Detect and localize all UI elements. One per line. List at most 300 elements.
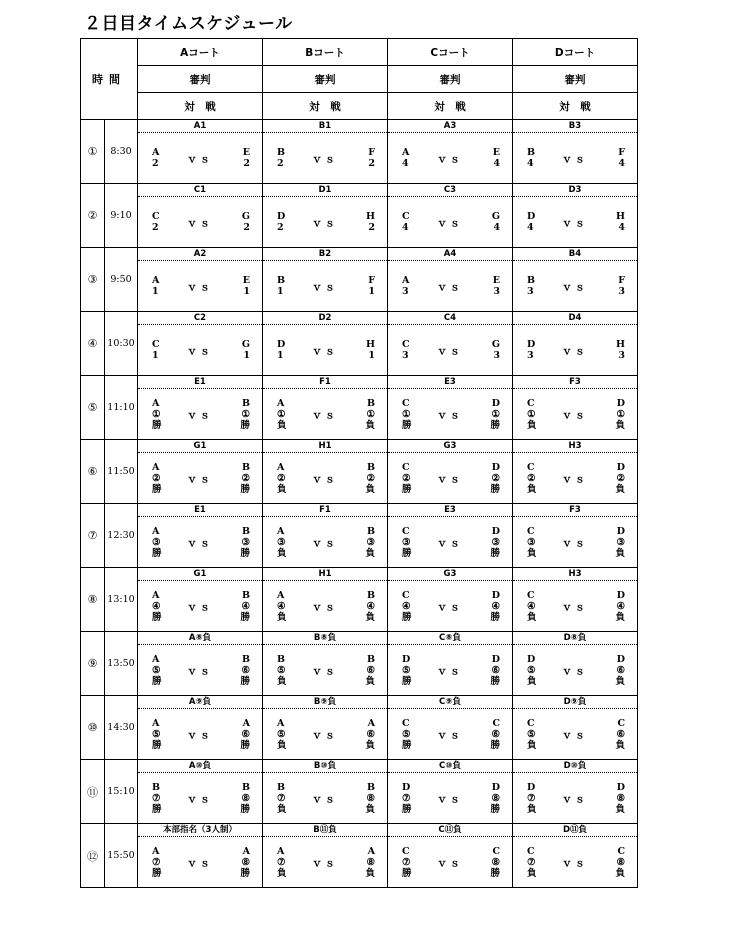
team-left-line: ④ — [527, 600, 536, 612]
team-right-line: H — [616, 339, 625, 350]
team-right-line: H — [366, 339, 375, 350]
team-left-line: C — [527, 525, 535, 537]
team-left-line: 負 — [277, 547, 287, 559]
referee-label: E3 — [388, 504, 512, 517]
slot-number: ④ — [81, 312, 105, 376]
header-row-referee — [81, 66, 638, 93]
referee-label: D⑧負 — [513, 632, 637, 645]
vs-label: ｖｓ — [312, 218, 338, 230]
match-body — [263, 773, 387, 823]
team-right-line: 3 — [618, 350, 625, 361]
referee-label: B⑨負 — [263, 696, 387, 709]
team-right-line: 負 — [615, 867, 625, 879]
team-left-line: ⑦ — [277, 792, 286, 804]
team-left-line: 3 — [402, 350, 409, 361]
schedule-table — [80, 38, 638, 888]
team-right-line: ⑧ — [366, 856, 375, 868]
team-left-line: 3 — [527, 350, 534, 361]
team-right-line: ① — [491, 408, 500, 420]
team-right-line: F — [618, 147, 625, 158]
team-right-line: ② — [366, 472, 375, 484]
match-body — [263, 389, 387, 439]
team-left-line: ① — [527, 408, 536, 420]
schedule-row — [81, 248, 638, 312]
referee-label: C⑨負 — [388, 696, 512, 709]
match-body — [263, 837, 387, 887]
team-right-line: D — [616, 781, 625, 793]
team-right-line: ⑥ — [616, 728, 625, 740]
team-right-line: ⑧ — [491, 792, 500, 804]
team-left-line: 勝 — [402, 483, 412, 495]
match-body — [138, 709, 262, 759]
vs-label: ｖｓ — [312, 666, 338, 678]
team-right-line: D — [616, 397, 625, 409]
vs-label: ｖｓ — [437, 666, 463, 678]
vs-label: ｖｓ — [437, 154, 463, 166]
match-body — [513, 453, 637, 503]
team-right — [365, 517, 375, 567]
team-right — [368, 133, 375, 183]
team-left-line: ① — [277, 408, 286, 420]
team-right — [365, 773, 375, 823]
team-left-line: C — [402, 525, 410, 537]
team-left-line: C — [527, 461, 535, 473]
team-right-line: 勝 — [240, 419, 250, 431]
team-right-line: 負 — [365, 419, 375, 431]
vs-label: ｖｓ — [437, 730, 463, 742]
team-right — [365, 837, 375, 887]
team-left-line: ③ — [152, 536, 161, 548]
team-right-line: 勝 — [490, 803, 500, 815]
team-left-line: 勝 — [152, 739, 162, 751]
team-left-line: 負 — [277, 675, 287, 687]
slot-time: 9:50 — [105, 248, 138, 312]
team-left-line: ④ — [152, 600, 161, 612]
referee-label: G1 — [138, 440, 262, 453]
referee-label: C⑧負 — [388, 632, 512, 645]
team-right — [616, 325, 625, 375]
team-right — [618, 133, 625, 183]
team-left-line: A — [152, 845, 160, 857]
team-right — [365, 645, 375, 695]
match-cell — [138, 504, 263, 568]
slot-number: ⑩ — [81, 696, 105, 760]
team-right-line: 負 — [615, 803, 625, 815]
match-cell — [388, 504, 513, 568]
team-left-line: 負 — [527, 547, 537, 559]
match-cell — [388, 824, 513, 888]
team-left-line: C — [527, 717, 535, 729]
match-cell — [263, 696, 388, 760]
referee-label: D⑪負 — [513, 824, 637, 837]
vs-label: ｖｓ — [437, 538, 463, 550]
referee-label: B2 — [263, 248, 387, 261]
vs-label: ｖｓ — [187, 730, 213, 742]
team-right-line: E — [492, 147, 500, 158]
referee-label: F1 — [263, 376, 387, 389]
team-right-line: 勝 — [240, 803, 250, 815]
match-cell — [263, 248, 388, 312]
referee-label: D3 — [513, 184, 637, 197]
team-left-line: C — [152, 211, 160, 222]
team-right-line: B — [366, 781, 375, 793]
referee-label: C4 — [388, 312, 512, 325]
team-left-line: 勝 — [402, 419, 412, 431]
team-right — [490, 773, 500, 823]
match-body — [138, 133, 262, 183]
referee-label: H3 — [513, 568, 637, 581]
team-right — [240, 581, 250, 631]
team-right-line: B — [366, 525, 375, 537]
team-right-line: ③ — [366, 536, 375, 548]
team-right-line: D — [491, 653, 500, 665]
vs-label: ｖｓ — [187, 666, 213, 678]
team-left-line: A — [152, 397, 160, 409]
team-right — [618, 261, 625, 311]
team-left-line: B — [527, 147, 536, 158]
match-cell — [263, 376, 388, 440]
team-right — [242, 197, 250, 247]
team-left-line: 勝 — [152, 803, 162, 815]
match-body — [513, 133, 637, 183]
team-left-line: A — [152, 147, 160, 158]
match-body — [388, 773, 512, 823]
referee-label: B⑪負 — [263, 824, 387, 837]
match-cell — [513, 504, 638, 568]
referee-label: B⑧負 — [263, 632, 387, 645]
team-right-line: C — [617, 845, 625, 857]
match-body — [388, 261, 512, 311]
team-right — [368, 261, 375, 311]
team-left-line: 負 — [527, 867, 537, 879]
team-right — [240, 837, 250, 887]
slot-time: 13:10 — [105, 568, 138, 632]
vs-label: ｖｓ — [312, 602, 338, 614]
team-left-line: ④ — [402, 600, 411, 612]
vs-label: ｖｓ — [562, 730, 588, 742]
team-right-line: 勝 — [240, 675, 250, 687]
vs-label: ｖｓ — [312, 346, 338, 358]
team-right-line: H — [616, 211, 625, 222]
slot-time: 11:50 — [105, 440, 138, 504]
slot-number: ⑫ — [81, 824, 105, 888]
slot-time: 10:30 — [105, 312, 138, 376]
team-left-line: ⑦ — [152, 856, 161, 868]
team-right-line: D — [491, 589, 500, 601]
vs-label: ｖｓ — [562, 410, 588, 422]
team-left-line: B — [152, 781, 161, 793]
match-body — [263, 261, 387, 311]
schedule-row — [81, 760, 638, 824]
team-right-line: A — [242, 845, 250, 857]
team-right-line: H — [366, 211, 375, 222]
slot-time: 11:10 — [105, 376, 138, 440]
vs-label: ｖｓ — [187, 218, 213, 230]
team-right — [615, 389, 625, 439]
team-left-line: A — [152, 653, 160, 665]
team-right-line: 勝 — [490, 547, 500, 559]
team-right-line: 勝 — [490, 611, 500, 623]
team-right-line: 負 — [615, 547, 625, 559]
team-left-line: 負 — [527, 803, 537, 815]
referee-label: D2 — [263, 312, 387, 325]
team-right-line: 負 — [365, 611, 375, 623]
vs-label: ｖｓ — [312, 410, 338, 422]
referee-label: A⑧負 — [138, 632, 262, 645]
vs-label: ｖｓ — [312, 474, 338, 486]
page-title: ２日目タイムスケジュール — [84, 14, 293, 34]
vs-label: ｖｓ — [187, 538, 213, 550]
vs-label: ｖｓ — [562, 474, 588, 486]
team-right — [365, 389, 375, 439]
team-left-line: 負 — [527, 675, 537, 687]
team-left-line: ③ — [277, 536, 286, 548]
match-body — [138, 837, 262, 887]
match-cell — [138, 312, 263, 376]
match-body — [513, 261, 637, 311]
slot-number: ⑦ — [81, 504, 105, 568]
vs-label: ｖｓ — [437, 410, 463, 422]
team-right — [490, 517, 500, 567]
match-body — [388, 389, 512, 439]
match-cell — [388, 248, 513, 312]
vs-label: ｖｓ — [437, 218, 463, 230]
slot-time: 15:10 — [105, 760, 138, 824]
schedule-row — [81, 696, 638, 760]
team-right-line: 勝 — [490, 419, 500, 431]
team-right-line: 負 — [615, 675, 625, 687]
team-right-line: 勝 — [490, 739, 500, 751]
team-right-line: 勝 — [490, 867, 500, 879]
team-left-line: ① — [152, 408, 161, 420]
team-left-line: 勝 — [152, 867, 162, 879]
team-left-line: A — [277, 589, 285, 601]
header-row-match — [81, 93, 638, 120]
match-header: 対 戦 — [388, 93, 513, 120]
match-cell — [388, 440, 513, 504]
team-right-line: 勝 — [490, 483, 500, 495]
team-left-line: ⑤ — [152, 728, 161, 740]
referee-header: 審判 — [513, 66, 638, 93]
match-cell — [513, 568, 638, 632]
team-right-line: D — [491, 397, 500, 409]
match-body — [388, 325, 512, 375]
slot-time: 14:30 — [105, 696, 138, 760]
referee-label: G1 — [138, 568, 262, 581]
match-body — [388, 645, 512, 695]
team-right — [240, 773, 250, 823]
team-right — [240, 709, 250, 759]
team-left-line: D — [527, 781, 536, 793]
match-cell — [138, 824, 263, 888]
slot-number: ⑥ — [81, 440, 105, 504]
team-right-line: D — [616, 525, 625, 537]
team-right-line: ③ — [491, 536, 500, 548]
team-left-line: 勝 — [152, 611, 162, 623]
referee-label: C⑩負 — [388, 760, 512, 773]
match-cell — [388, 760, 513, 824]
referee-label: C2 — [138, 312, 262, 325]
vs-label: ｖｓ — [312, 282, 338, 294]
team-right-line: F — [618, 275, 625, 286]
team-right-line: 勝 — [490, 675, 500, 687]
team-right-line: ④ — [366, 600, 375, 612]
referee-label: B4 — [513, 248, 637, 261]
team-right-line: B — [366, 397, 375, 409]
match-cell — [388, 632, 513, 696]
team-right — [243, 261, 250, 311]
referee-header: 審判 — [263, 66, 388, 93]
match-body — [388, 581, 512, 631]
match-body — [138, 517, 262, 567]
vs-label: ｖｓ — [437, 282, 463, 294]
team-right-line: ⑧ — [616, 792, 625, 804]
team-right-line: 1 — [243, 350, 250, 361]
referee-label: A⑩負 — [138, 760, 262, 773]
team-right-line: 負 — [615, 739, 625, 751]
team-left-line: A — [277, 845, 285, 857]
team-right-line: G — [241, 339, 250, 350]
match-cell — [513, 312, 638, 376]
match-body — [263, 645, 387, 695]
team-left-line: D — [527, 653, 536, 665]
slot-number: ① — [81, 120, 105, 184]
team-right-line: ④ — [491, 600, 500, 612]
team-right-line: ① — [366, 408, 375, 420]
team-right-line: ① — [241, 408, 250, 420]
team-right-line: 負 — [615, 611, 625, 623]
match-cell — [138, 120, 263, 184]
match-body — [263, 325, 387, 375]
team-right-line: ⑥ — [366, 664, 375, 676]
vs-label: ｖｓ — [187, 410, 213, 422]
team-left-line: C — [527, 397, 535, 409]
team-right-line: C — [492, 717, 500, 729]
team-right-line: A — [367, 845, 375, 857]
referee-label: E3 — [388, 376, 512, 389]
court-header-b: Bコート — [263, 39, 388, 66]
referee-label: B⑩負 — [263, 760, 387, 773]
team-left-line: A — [152, 461, 160, 473]
match-body — [513, 837, 637, 887]
vs-label: ｖｓ — [437, 858, 463, 870]
team-right-line: ③ — [241, 536, 250, 548]
match-cell — [513, 184, 638, 248]
team-right-line: B — [241, 525, 250, 537]
team-left-line: 1 — [152, 350, 159, 361]
referee-header: 審判 — [138, 66, 263, 93]
slot-number: ⑧ — [81, 568, 105, 632]
team-right-line: ④ — [616, 600, 625, 612]
team-right-line: D — [491, 781, 500, 793]
team-left-line: ② — [152, 472, 161, 484]
team-right-line: 1 — [368, 350, 375, 361]
team-left-line: ③ — [527, 536, 536, 548]
schedule-row — [81, 824, 638, 888]
team-right-line: B — [241, 653, 250, 665]
team-left-line: C — [402, 211, 410, 222]
team-right-line: ⑧ — [616, 856, 625, 868]
team-right-line: 4 — [493, 158, 500, 169]
match-body — [138, 773, 262, 823]
team-left-line: 負 — [277, 419, 287, 431]
team-right — [490, 645, 500, 695]
match-cell — [388, 376, 513, 440]
team-left-line: 勝 — [402, 739, 412, 751]
team-right-line: 3 — [493, 350, 500, 361]
team-left-line: 負 — [277, 803, 287, 815]
team-right-line: 4 — [493, 222, 500, 233]
team-right-line: A — [242, 717, 250, 729]
vs-label: ｖｓ — [562, 666, 588, 678]
team-left-line: ⑤ — [402, 664, 411, 676]
team-left-line: 負 — [527, 483, 537, 495]
team-right-line: D — [616, 461, 625, 473]
team-right-line: 負 — [615, 483, 625, 495]
match-body — [388, 133, 512, 183]
team-left-line: 勝 — [402, 611, 412, 623]
team-left-line: 負 — [277, 483, 287, 495]
team-left-line: 3 — [402, 286, 409, 297]
match-body — [513, 517, 637, 567]
team-right-line: F — [368, 275, 375, 286]
match-body — [388, 709, 512, 759]
team-left-line: D — [527, 211, 536, 222]
slot-number: ⑨ — [81, 632, 105, 696]
team-left-line: ⑤ — [152, 664, 161, 676]
court-header-a: Aコート — [138, 39, 263, 66]
referee-label: A3 — [388, 120, 512, 133]
match-body — [513, 773, 637, 823]
match-body — [263, 197, 387, 247]
team-left-line: A — [152, 717, 160, 729]
match-cell — [138, 184, 263, 248]
team-right-line: B — [241, 461, 250, 473]
team-left-line: D — [277, 211, 286, 222]
match-body — [138, 581, 262, 631]
team-right-line: 3 — [493, 286, 500, 297]
vs-label: ｖｓ — [187, 794, 213, 806]
schedule-body — [81, 39, 638, 888]
team-right — [240, 517, 250, 567]
team-right — [615, 773, 625, 823]
team-left-line: ⑤ — [277, 664, 286, 676]
court-header-c: Cコート — [388, 39, 513, 66]
team-right-line: F — [368, 147, 375, 158]
team-right-line: 1 — [243, 286, 250, 297]
team-left-line: A — [152, 525, 160, 537]
match-body — [263, 453, 387, 503]
team-right-line: G — [491, 211, 500, 222]
match-cell — [263, 440, 388, 504]
match-cell — [513, 760, 638, 824]
team-right-line: ⑧ — [366, 792, 375, 804]
match-body — [513, 389, 637, 439]
referee-header: 審判 — [388, 66, 513, 93]
team-left-line: C — [527, 589, 535, 601]
match-body — [138, 197, 262, 247]
slot-time: 15:50 — [105, 824, 138, 888]
team-right-line: ⑧ — [491, 856, 500, 868]
team-right-line: 2 — [368, 158, 375, 169]
match-cell — [263, 568, 388, 632]
team-left-line: 1 — [152, 286, 159, 297]
team-left-line: ⑦ — [527, 856, 536, 868]
team-right-line: 勝 — [240, 739, 250, 751]
match-cell — [388, 696, 513, 760]
match-cell — [513, 248, 638, 312]
team-left-line: 勝 — [402, 547, 412, 559]
